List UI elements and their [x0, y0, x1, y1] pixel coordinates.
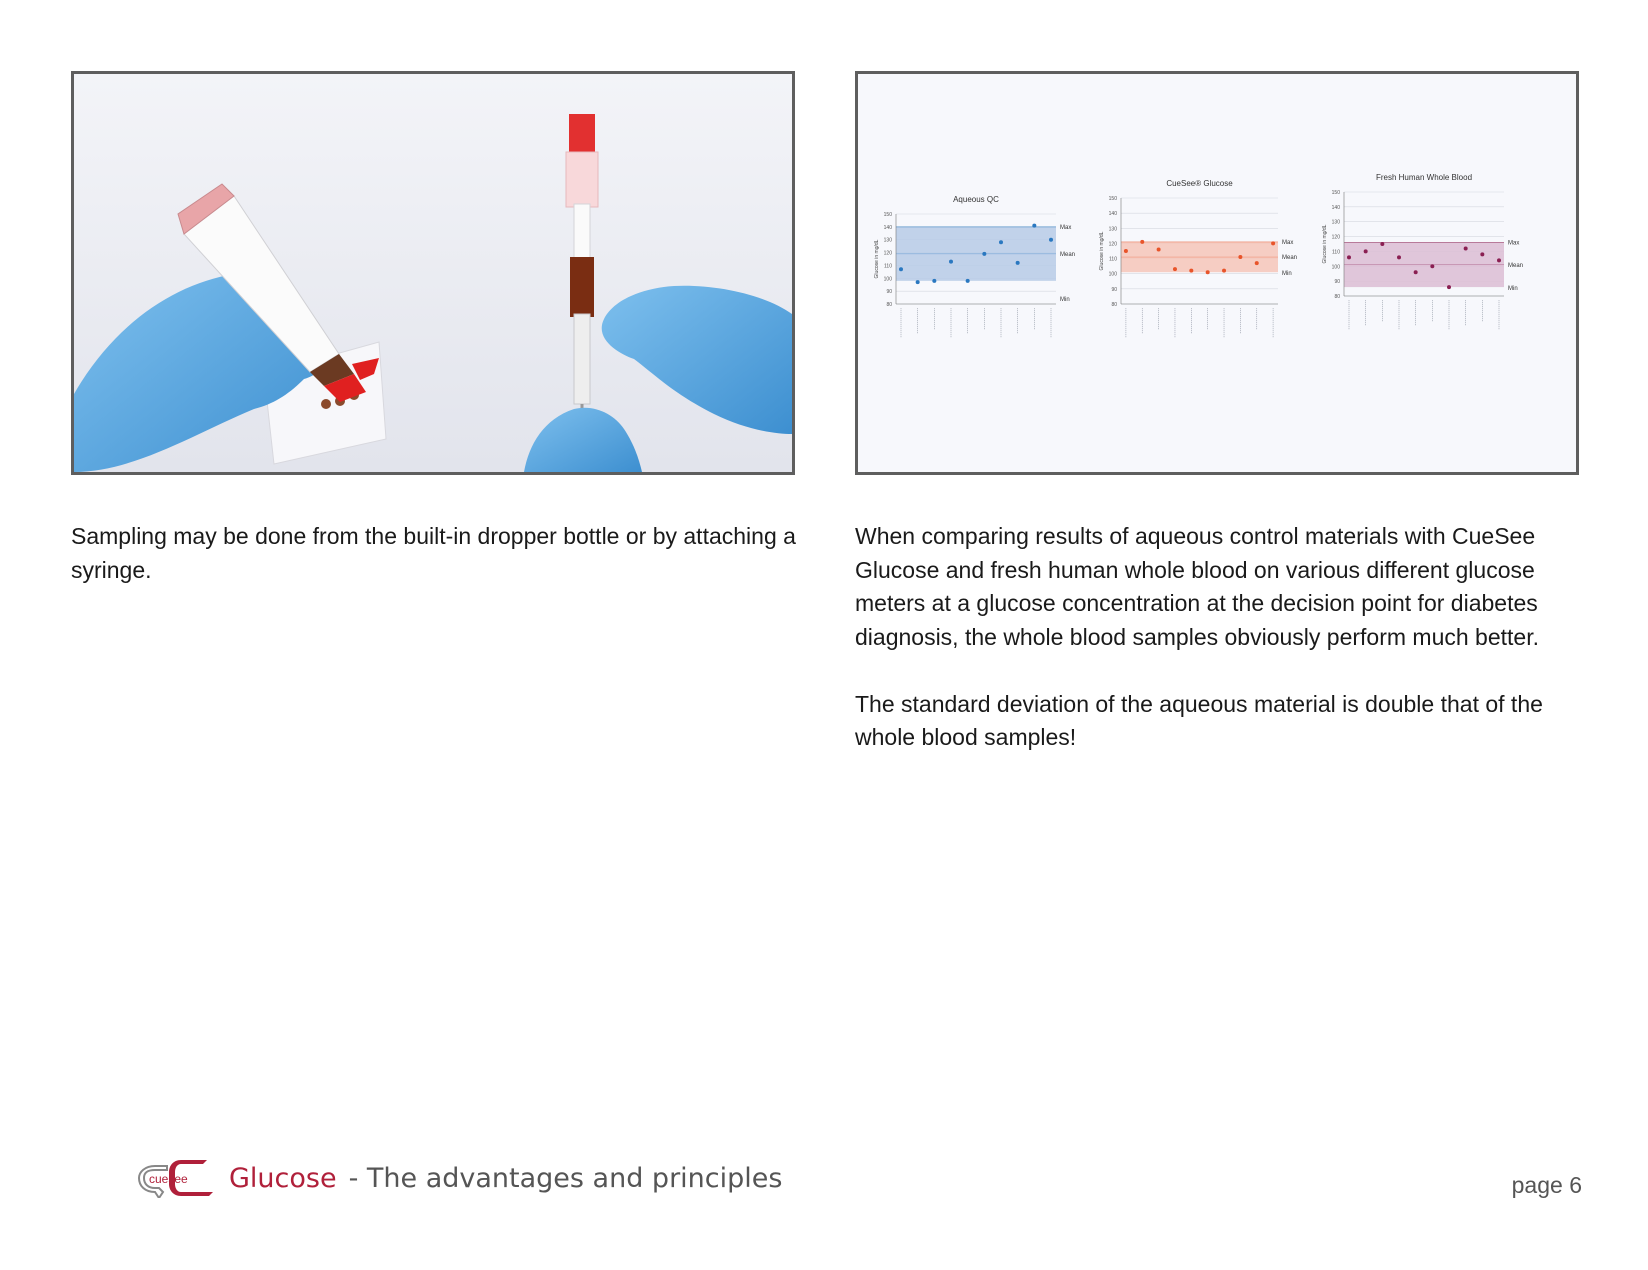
y-axis-label: Glucose in mg/dL	[874, 239, 880, 279]
data-point	[1049, 238, 1053, 242]
cuesee-logo-icon	[135, 1158, 215, 1198]
comparison-charts	[855, 71, 1579, 475]
tick-label: 110	[1109, 256, 1117, 263]
data-point	[1414, 270, 1418, 274]
data-point	[916, 280, 920, 284]
footer-subtitle: - The advantages and principles	[348, 1162, 783, 1194]
footer-title	[135, 1158, 782, 1198]
sampling-photo	[71, 71, 795, 475]
tick-label: 100	[1331, 264, 1340, 271]
tick-label: 130	[883, 237, 892, 244]
right-caption	[855, 520, 1595, 788]
brand-name: Glucose	[229, 1162, 337, 1194]
band-label-mean: Mean	[1508, 262, 1524, 269]
data-point	[1347, 255, 1351, 259]
band-label-mean: Mean	[1060, 251, 1076, 258]
tick-label: 140	[1108, 211, 1117, 218]
chart-3	[1322, 173, 1523, 330]
band-label-min: Min	[1508, 286, 1518, 293]
data-point	[1464, 246, 1468, 250]
data-point	[1380, 242, 1384, 246]
band-label-max: Max	[1508, 240, 1520, 247]
data-point	[1447, 285, 1451, 289]
chart-2	[1099, 179, 1297, 338]
tick-label: 80	[886, 302, 892, 308]
tick-label: 120	[883, 250, 892, 257]
chart-1	[874, 195, 1075, 338]
data-point	[899, 267, 903, 271]
y-axis-label: Glucose in mg/dL	[1099, 231, 1105, 271]
chart-title: CueSee® Glucose	[1166, 179, 1233, 188]
y-axis-label: Glucose in mg/dL	[1322, 224, 1328, 264]
tick-label: 100	[883, 276, 892, 283]
tick-label: 120	[1108, 241, 1117, 248]
data-point	[1140, 240, 1144, 244]
page-number: page 6	[1511, 1172, 1582, 1198]
tick-label: 90	[1111, 286, 1117, 293]
tick-label: 150	[883, 212, 892, 218]
tick-label: 130	[1108, 226, 1117, 233]
data-point	[966, 279, 970, 283]
data-point	[1222, 269, 1226, 273]
data-point	[1271, 241, 1275, 245]
band-label-min: Min	[1060, 297, 1070, 303]
data-point	[1157, 247, 1161, 251]
data-point	[999, 240, 1003, 244]
tick-label: 120	[1331, 234, 1340, 241]
charts-svg	[858, 74, 1576, 472]
tick-label: 110	[1332, 249, 1340, 256]
tick-label: 130	[1331, 219, 1340, 226]
data-point	[1364, 249, 1368, 253]
sampling-illustration	[74, 74, 792, 472]
chart-title: Fresh Human Whole Blood	[1375, 173, 1473, 182]
data-point	[1016, 261, 1020, 265]
data-point	[1206, 270, 1210, 274]
band-label-max: Max	[1060, 224, 1072, 231]
tick-label: 150	[1331, 190, 1340, 196]
data-point	[1255, 261, 1259, 265]
data-point	[949, 260, 953, 264]
data-point	[1238, 255, 1242, 259]
tick-label: 80	[1334, 294, 1340, 300]
data-point	[982, 252, 986, 256]
logo-text: cuesee	[149, 1172, 188, 1186]
tick-label: 80	[1111, 302, 1117, 308]
right-caption-paragraph-1: When comparing results of aqueous control materials with CueSee Glucose and fresh human whole blood on various different glucose meters at a glucose concentration at the decision point for diabetes diagnosis, the whole blood samples obviously perform much better.	[855, 523, 1539, 650]
data-point	[1189, 269, 1193, 273]
tick-label: 90	[886, 289, 892, 296]
tick-label: 150	[1108, 196, 1117, 202]
band-label-max: Max	[1282, 239, 1294, 246]
data-point	[1497, 258, 1501, 262]
left-caption-text: Sampling may be done from the built-in dropper bottle or by attaching a syringe.	[71, 523, 796, 583]
left-caption	[71, 520, 811, 621]
data-point	[1124, 249, 1128, 253]
tick-label: 90	[1334, 279, 1340, 286]
tick-label: 100	[1108, 271, 1117, 278]
data-point	[1430, 264, 1434, 268]
data-point	[932, 279, 936, 283]
chart-title: Aqueous QC	[953, 195, 999, 204]
data-point	[1480, 252, 1484, 256]
data-point	[1173, 267, 1177, 271]
band-label-mean: Mean	[1282, 255, 1298, 262]
band-label-min: Min	[1282, 271, 1292, 278]
data-point	[1397, 255, 1401, 259]
right-caption-paragraph-2: The standard deviation of the aqueous material is double that of the whole blood samples!	[855, 690, 1543, 750]
tick-label: 140	[883, 224, 892, 231]
data-point	[1032, 224, 1036, 228]
tick-label: 140	[1331, 204, 1340, 211]
tick-label: 110	[884, 263, 892, 270]
